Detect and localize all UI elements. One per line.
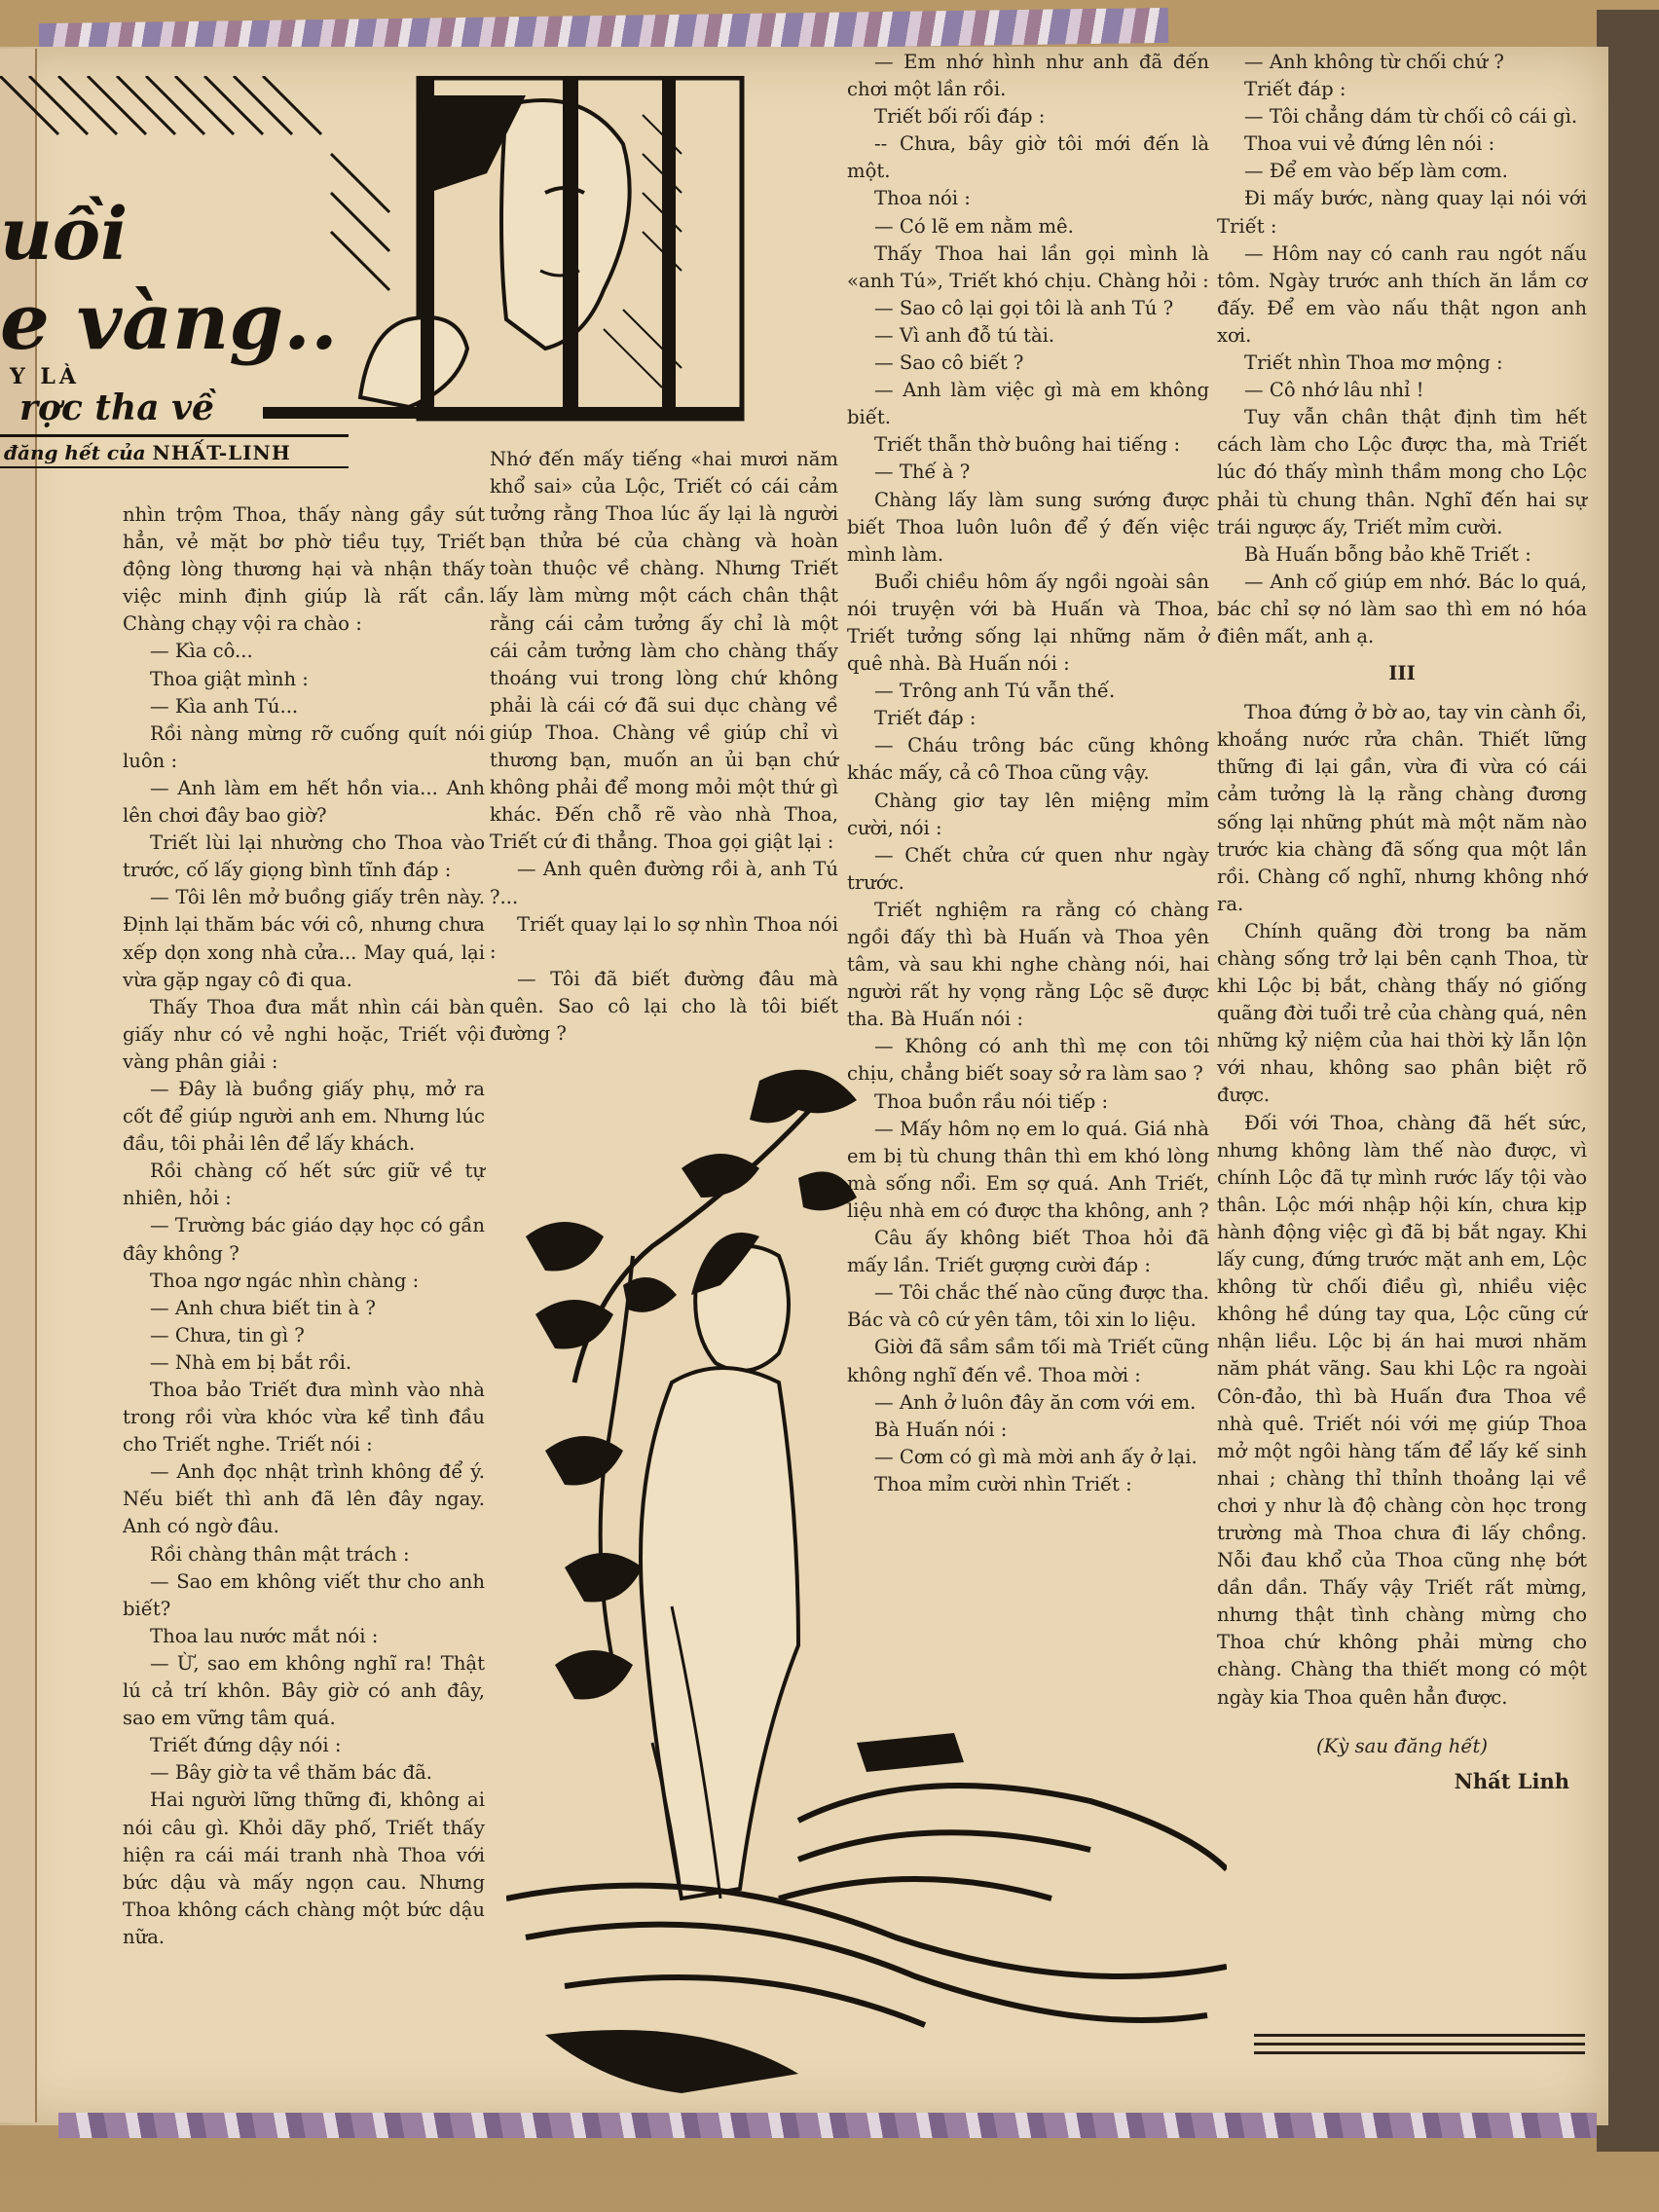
col4-paragraph: — Để em vào bếp làm cơm. [1244,160,1508,183]
col1-paragraph: Thoa bảo Triết đưa mình vào nhà trong rồi vừa khóc vừa kể tình đầu cho Triết nghe. Triết nói : [123,1379,485,1456]
col1-paragraph: — Anh đọc nhật trình không để ý. Nếu biết thì anh đã lên đây ngay. Anh có ngờ đâu. [123,1460,485,1538]
col1-paragraph: Thoa ngơ ngác nhìn chàng : [150,1269,420,1292]
col3-paragraph: — Cháu trông bác cũng không khác mấy, cả cô Thoa cũng vậy. [847,734,1209,785]
col3-paragraph: — Mấy hôm nọ em lo quá. Giá nhà em bị tù chung thân thì em khó lòng mà sống nổi. Em sợ quá. Anh Triết, liệu nhà em có được tha không, anh ? [847,1117,1209,1222]
col3-paragraph: Thấy Thoa hai lần gọi mình là «anh Tú», Triết khó chịu. Chàng hỏi : [847,241,1209,292]
col1-paragraph: — Sao em không viết thư cho anh biết? [123,1569,485,1620]
col3-paragraph: — Tôi chắc thế nào cũng được tha. Bác và cô cứ yên tâm, tôi xin lo liệu. [847,1281,1209,1332]
col3-paragraph: Buổi chiều hôm ấy ngồi ngoài sân nói truyện với bà Huấn và Thoa, Triết tưởng sống lại những năm ở quê nhà. Bà Huấn nói : [847,570,1209,676]
col3-paragraph: Giời đã sầm sầm tối mà Triết cũng không nghĩ đến về. Thoa mời : [847,1336,1209,1386]
col4-paragraph: III [1388,662,1416,685]
col3-paragraph: — Sao cô lại gọi tôi là anh Tú ? [874,296,1174,319]
col3-paragraph: Thoa mỉm cười nhìn Triết : [874,1472,1132,1495]
col1-paragraph: Hai người lững thững đi, không ai nói câu gì. Khỏi dãy phố, Triết thấy hiện ra cái mái tranh nhà Thoa với bức dậu và mấy ngọn cau. Nhưng Thoa không cách chàng một bức dậu nữa. [123,1788,485,1948]
col1-paragraph: — Chưa, tin gì ? [150,1323,305,1346]
col1-paragraph: — Đây là buồng giấy phụ, mở ra cốt để giúp người anh em. Nhưng lúc đầu, tôi phải lên để lấy khách. [123,1077,485,1156]
col3-paragraph: Thoa buồn rầu nói tiếp : [874,1089,1109,1113]
col3-paragraph: Chàng lấy làm sung sướng được biết Thoa luôn luôn để ý đến việc mình làm. [847,488,1209,566]
col1-paragraph: Thoa lau nước mắt nói : [150,1624,379,1647]
title-fragment-1: uồi [0,193,129,276]
col4-paragraph: Triết nhìn Thoa mơ mộng : [1244,351,1503,375]
byline [0,434,349,468]
col1-paragraph: — Trường bác giáo dạy học có gần đây không ? [123,1214,485,1265]
col3-paragraph: — Vì anh đỗ tú tài. [874,323,1055,347]
col4-paragraph: (Kỳ sau đăng hết) [1316,1734,1488,1757]
col3-paragraph: — Chết chửa cứ quen như ngày trước. [847,843,1209,894]
col1-paragraph: — Nhà em bị bắt rồi. [150,1350,352,1374]
col4-paragraph: — Anh cố giúp em nhớ. Bác lo quá, bác chỉ sợ nó làm sao thì em nó hóa điên mất, anh ạ. [1217,570,1587,647]
col3-paragraph: Bà Huấn nói : [874,1418,1008,1441]
col3-paragraph: Triết đáp : [874,707,977,730]
col1-paragraph: Rồi chàng thân mật trách : [150,1542,410,1566]
col1-paragraph: — Tôi lên mở buồng giấy trên này. Định lại thăm bác với cô, nhưng chưa xếp dọn xong nhà cửa... May quá, lại vừa gặp ngay cô đi qua. [123,886,485,991]
col4-paragraph: — Tôi chẳng dám từ chối cô cái gì. [1244,105,1578,129]
end-rules [1254,2034,1585,2063]
title-small-2: rợc tha về [19,387,214,428]
col4-paragraph: Thoa đứng ở bờ ao, tay vin cành ổi, khoắng nước rửa chân. Thiết lững thững đi lại gần, vừa đi vừa có cái cảm tưởng là lạ rằng chàng đương sống lại những phút mà một năm nào trước kia chàng đã sống qua một lần rồi. Chàng cố nghĩ, nhưng không nhớ ra. [1217,701,1587,915]
col2-paragraph: — Tôi đã biết đường đâu mà quên. Sao cô lại cho là tôi biết đường ? [490,967,838,1045]
col4-paragraph: — Cô nhớ lâu nhỉ ! [1244,379,1424,402]
text-column-2 [490,446,838,1048]
col1-paragraph: Rồi nàng mừng rỡ cuống quít nói luôn : [123,721,485,772]
text-column-4 [1217,49,1587,1795]
col3-paragraph: — Anh làm việc gì mà em không biết. [847,379,1209,429]
col3-paragraph: Câu ấy không biết Thoa hỏi đã mấy lần. Triết gượng cười đáp : [847,1227,1209,1277]
title-fragment-2: e vàng.. [0,276,338,367]
col3-paragraph: Triết nghiệm ra rằng có chàng ngồi đấy thì bà Huấn và Thoa yên tâm, và sau khi nghe chàng nói, hai người rất hy vọng rằng Lộc sẽ được tha. Bà Huấn nói : [847,898,1209,1031]
title-small-1: Y LÀ [10,364,80,389]
col3-paragraph: — Trông anh Tú vẫn thế. [874,680,1116,703]
col4-paragraph: Tuy vẫn chân thật định tìm hết cách làm cho Lộc được tha, mà Triết lúc đó thấy mình thầm mong cho Lộc phải tù chung thân. Nghĩ đến hai sự trái ngược ấy, Triết mỉm cười. [1217,406,1587,538]
col4-paragraph: — Anh không từ chối chứ ? [1244,51,1504,73]
col4-paragraph: Chính quãng đời trong ba năm chàng sống trở lại bên cạnh Thoa, từ khi Lộc bị bắt, chàng thấy nó giống quãng đời tuổi trẻ của chàng quá, nên những kỷ niệm của hai thời kỳ lẫn lộn với nhau, không sao phân biệt rõ được. [1217,919,1587,1107]
col1-paragraph: Thấy Thoa đưa mắt nhìn cái bàn giấy như có vẻ nghi hoặc, Triết vội vàng phân giải : [123,995,485,1073]
byline-author: NHẤT-LINH [152,441,291,464]
col3-paragraph: Thoa nói : [874,187,971,210]
col3-paragraph: -- Chưa, bây giờ tôi mới đến là một. [847,132,1209,183]
col3-paragraph: — Sao cô biết ? [874,351,1024,375]
col3-paragraph: — Không có anh thì mẹ con tôi chịu, chẳng biết soay sở ra làm sao ? [847,1035,1209,1086]
col4-paragraph: Triết đáp : [1244,78,1346,101]
col2-paragraph: Nhớ đến mấy tiếng «hai mươi năm khổ sai» của Lộc, Triết có cái cảm tưởng rằng Thoa lúc ấy lại là người bạn thửa bé của chàng và hoàn toàn thuộc về chàng. Nhưng Triết lấy làm mừng một cách chân thật rằng cái cảm tưởng ấy chỉ là một cái cảm tưởng làm cho chàng thấy thoáng vui trong lòng chứ không phải là cái cớ đã sui dục chàng về giúp Thoa. Chàng về giúp chỉ vì thương bạn, muốn an ủi bạn chứ không phải để mong mỏi một thứ gì khác. Đến chỗ rẽ vào nhà Thoa, Triết cứ đi thẳng. Thoa gọi giật lại : [490,448,838,854]
col2-paragraph: — Anh quên đường rồi à, anh Tú ?... [490,858,838,908]
col1-paragraph: — Bây giờ ta về thăm bác đã. [150,1761,433,1785]
col3-paragraph: Chàng giơ tay lên miệng mỉm cười, nói : [847,789,1209,839]
col4-paragraph: Thoa vui vẻ đứng lên nói : [1244,132,1495,156]
col1-paragraph: — Anh chưa biết tin à ? [150,1296,376,1319]
col4-paragraph: Đối với Thoa, chàng đã hết sức, nhưng không làm thế nào được, vì chính Lộc đã tự mình rước lấy tội vào thân. Lộc mới nhập hội kín, chưa kịp hành động việc gì đã bị bắt ngay. Khi lấy cung, đứng trước mặt anh em, Lộc không từ chối điều gì, nhiều việc không hề dúng tay qua, Lộc cũng cứ nhận liều. Lộc bị án hai mươi nhăm năm phát vãng. Sau khi Lộc ra ngoài Côn-đảo, thì bà Huấn đưa Thoa về nhà quê. Triết nói với mẹ giúp Thoa mở một ngôi hàng tấm để lấy kế sinh nhai ; chàng thỉ thỉnh thoảng lại về chơi y như là độ chàng còn học trong trường mà Thoa chưa đi lấy chồng. Nỗi đau khổ của Thoa cũng nhẹ bớt dần dần. Thấy vậy Triết rất mừng, nhưng thật tình chàng mừng cho Thoa chứ không phải mừng cho chàng. Chàng tha thiết mong có một ngày kia Thoa quên hẳn được. [1217,1111,1587,1709]
col4-paragraph: Bà Huấn bỗng bảo khẽ Triết : [1244,542,1531,566]
col1-paragraph: — Anh làm em hết hồn via... Anh lên chơi đây bao giờ? [123,776,485,828]
col3-paragraph: — Cơm có gì mà mời anh ấy ở lại. [874,1445,1198,1468]
woman-illustration [506,1061,1227,2103]
col4-paragraph: — Hôm nay có canh rau ngót nấu tôm. Ngày trước anh thích ăn lắm cơ đấy. Để em vào nấu thật ngon anh xơi. [1217,241,1587,347]
header-banner [0,76,745,428]
col1-paragraph: — Ừ, sao em không nghĩ ra! Thật lú cả trí khôn. Bây giờ có anh đây, sao em vững tâm quá. [123,1651,485,1730]
byline-prefix: đăng hết của [4,441,146,464]
col1-paragraph: nhìn trộm Thoa, thấy nàng gầy sút hẳn, vẻ mặt bơ phờ tiều tụy, Triết động lòng thương hại và nhận thấy việc minh định giúp là rất cần. Chàng chạy vội ra chào : [123,503,485,636]
col1-paragraph: — Kìa cô... [150,640,253,663]
col4-paragraph: Đi mấy bước, nàng quay lại nói với Triết : [1217,187,1587,238]
col1-paragraph: Rồi chàng cố hết sức giữ về tự nhiên, hỏi : [123,1160,485,1210]
col4-paragraph: Nhất Linh [1454,1768,1569,1793]
col1-paragraph: Triết đứng dậy nói : [150,1734,342,1757]
text-column-1 [123,501,485,1951]
col3-paragraph: Triết bối rối đáp : [874,105,1046,129]
col3-paragraph: — Em nhớ hình như anh đã đến chơi một lần rồi. [847,51,1209,101]
col1-paragraph: Thoa giật mình : [150,667,309,690]
binding-strip-bottom [58,2113,1597,2138]
col3-paragraph: — Thế à ? [874,461,971,484]
col3-paragraph: Triết thẫn thờ buông hai tiếng : [874,433,1181,457]
col3-paragraph: — Anh ở luôn đây ăn cơm với em. [874,1390,1197,1414]
col1-paragraph: — Kìa anh Tú... [150,694,299,718]
col3-paragraph: — Có lẽ em nằm mê. [874,214,1074,238]
col1-paragraph: Triết lùi lại nhường cho Thoa vào trước, cố lấy giọng bình tĩnh đáp : [123,831,485,882]
col2-paragraph: Triết quay lại lo sợ nhìn Thoa nói : [490,912,838,963]
